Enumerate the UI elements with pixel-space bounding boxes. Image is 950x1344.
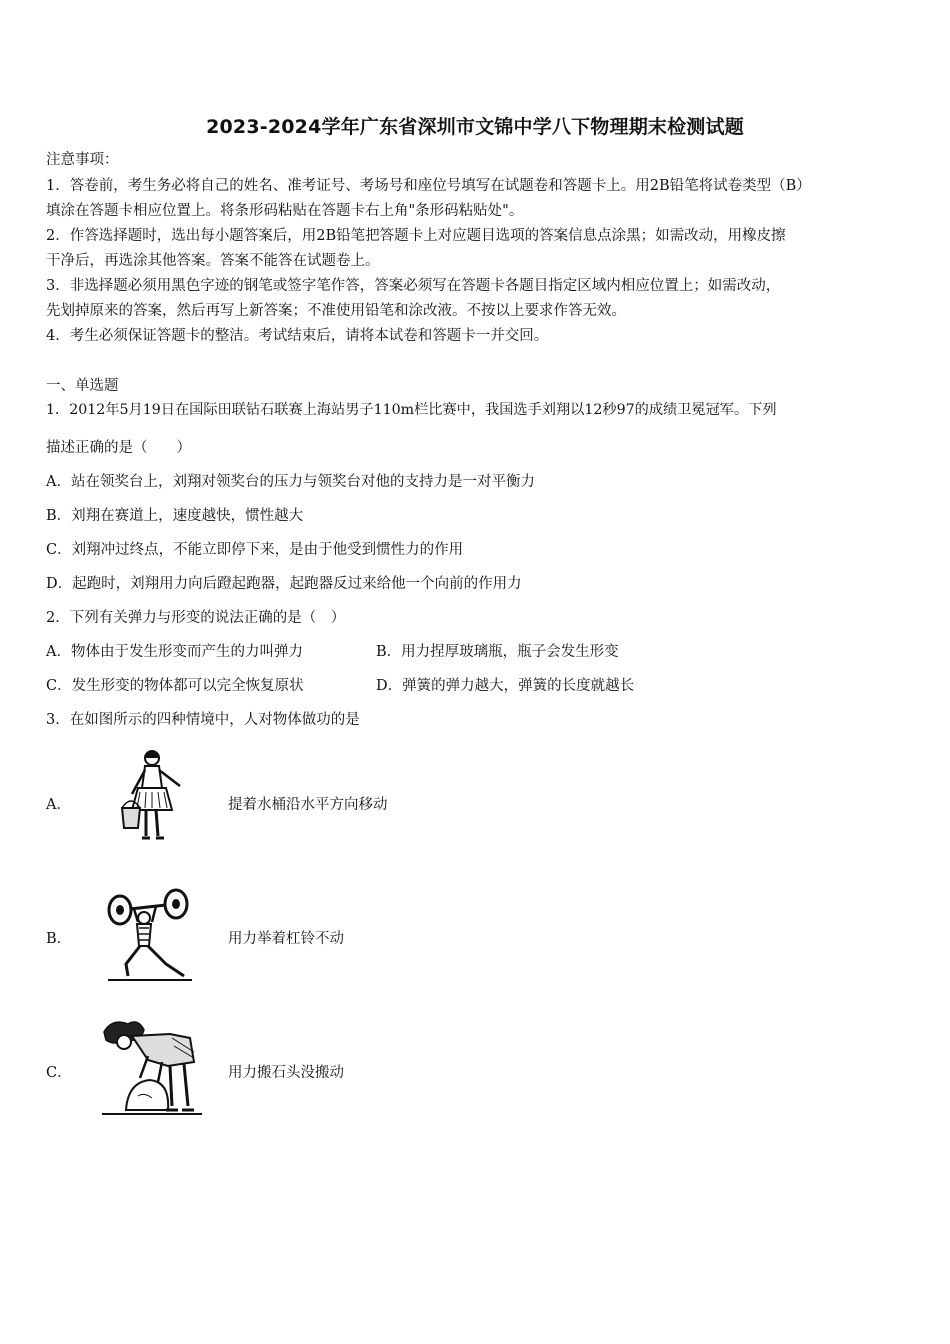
person-carrying-bucket-icon: [110, 748, 190, 848]
question-2-option-a: A．物体由于发生形变而产生的力叫弹力: [46, 644, 303, 660]
question-1-stem: 1．2012年5月19日在国际田联钻石联赛上海站男子110m栏比赛中，我国选手刘翔以12秒97的成绩卫冕冠军。下列: [46, 402, 777, 418]
notice-line: 填涂在答题卡相应位置上。将条形码粘贴在答题卡右上角"条形码粘贴处"。: [46, 203, 524, 219]
question-3-option-a-caption: 提着水桶沿水平方向移动: [228, 797, 388, 813]
weightlifter-icon: [104, 884, 194, 984]
question-3-option-c-caption: 用力搬石头没搬动: [228, 1065, 344, 1081]
page-title: 2023-2024学年广东省深圳市文锦中学八下物理期末检测试题: [206, 116, 744, 138]
notice-line: 4．考生必须保证答题卡的整洁。考试结束后，请将本试卷和答题卡一并交回。: [46, 328, 549, 344]
notice-line: 先划掉原来的答案，然后再写上新答案；不准使用铅笔和涂改液。不按以上要求作答无效。: [46, 303, 626, 319]
question-3-option-a-label: A．: [46, 797, 71, 813]
question-1-option-c: C．刘翔冲过终点，不能立即停下来，是由于他受到惯性力的作用: [46, 542, 464, 558]
notice-heading: 注意事项：: [46, 152, 119, 168]
question-1-option-b: B．刘翔在赛道上，速度越快，惯性越大: [46, 508, 304, 524]
question-1-stem-cont: 描述正确的是（ ）: [46, 440, 191, 456]
question-3-option-b-caption: 用力举着杠铃不动: [228, 931, 344, 947]
question-2-option-b: B．用力捏厚玻璃瓶，瓶子会发生形变: [376, 644, 619, 660]
question-2-stem: 2．下列有关弹力与形变的说法正确的是（ ）: [46, 610, 346, 626]
question-2-option-c: C．发生形变的物体都可以完全恢复原状: [46, 678, 304, 694]
notice-line: 2．作答选择题时，选出每小题答案后，用2B铅笔把答题卡上对应题目选项的答案信息点涂黑；如需改动，用橡皮擦: [46, 228, 786, 244]
notice-line: 3．非选择题必须用黑色字迹的钢笔或签字笔作答，答案必须写在答题卡各题目指定区域内相应位置上；如需改动，: [46, 278, 781, 294]
person-lifting-stone-icon: [98, 1012, 208, 1120]
notice-line: 1．答卷前，考生务必将自己的姓名、准考证号、考场号和座位号填写在试题卷和答题卡上。用2B铅笔将试卷类型（B）: [46, 178, 811, 194]
question-1-option-d: D．起跑时，刘翔用力向后蹬起跑器，起跑器反过来给他一个向前的作用力: [46, 576, 522, 592]
question-3-option-b-label: B．: [46, 931, 72, 947]
question-3-stem: 3．在如图所示的四种情境中，人对物体做功的是: [46, 712, 360, 728]
section-heading: 一、单选题: [46, 378, 119, 394]
question-1-option-a: A．站在领奖台上，刘翔对领奖台的压力与领奖台对他的支持力是一对平衡力: [46, 474, 535, 490]
question-2-option-d: D．弹簧的弹力越大，弹簧的长度就越长: [376, 678, 635, 694]
question-3-option-c-label: C．: [46, 1065, 72, 1081]
notice-line: 干净后，再选涂其他答案。答案不能答在试题卷上。: [46, 253, 380, 269]
